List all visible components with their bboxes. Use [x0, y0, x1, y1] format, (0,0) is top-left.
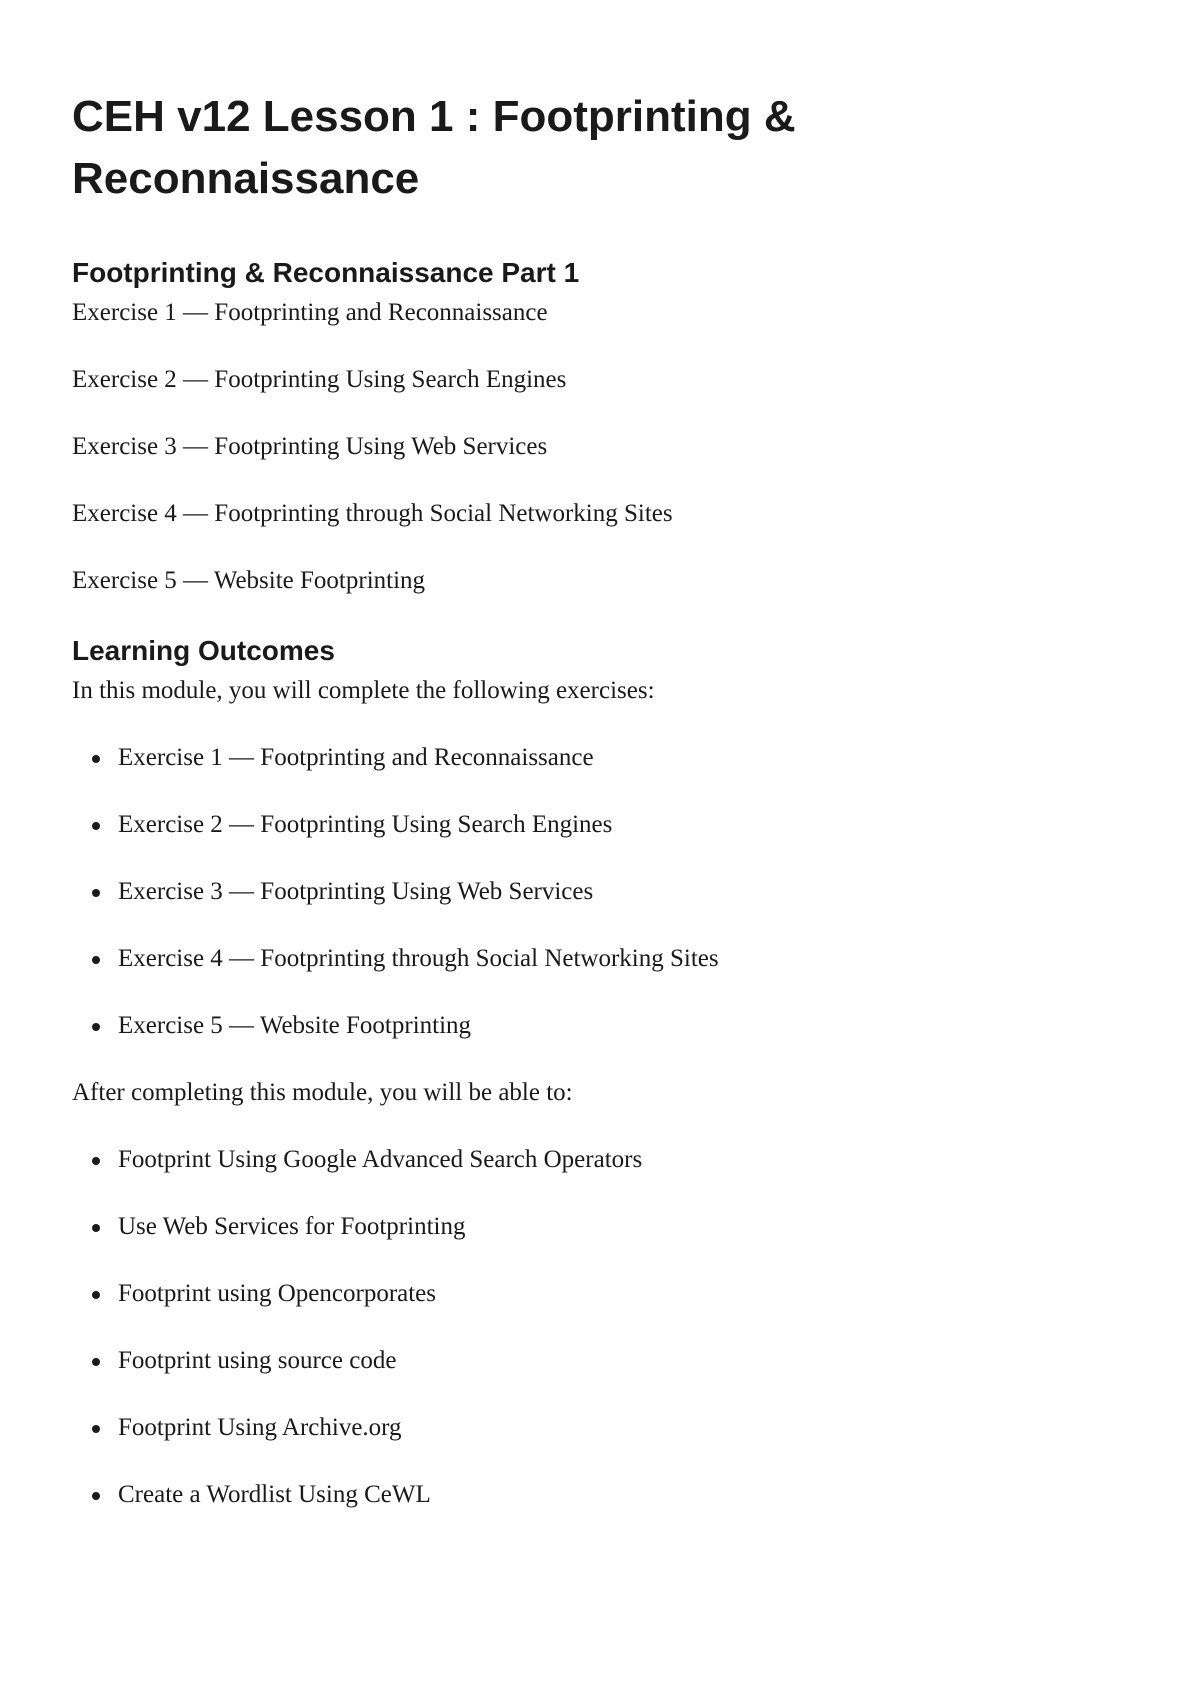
bullet-icon	[92, 956, 100, 964]
list-item-text: Create a Wordlist Using CeWL	[118, 1481, 431, 1508]
list-item	[72, 877, 1072, 907]
bullet-icon	[92, 1291, 100, 1299]
exercise-paragraph: Exercise 1 — Footprinting and Reconnaissance	[72, 299, 548, 326]
bullet-icon	[92, 822, 100, 830]
bullet-icon	[92, 1425, 100, 1433]
list-item-text: Footprint Using Google Advanced Search Operators	[118, 1146, 643, 1173]
list-item	[72, 1480, 1072, 1510]
bullet-icon	[92, 755, 100, 763]
list-item	[72, 944, 1072, 974]
bullet-icon	[92, 1023, 100, 1031]
bullet-icon	[92, 1492, 100, 1500]
list-item-text: Exercise 3 — Footprinting Using Web Services	[118, 878, 594, 905]
list-item-text: Use Web Services for Footprinting	[118, 1213, 466, 1240]
exercise-paragraph: Exercise 4 — Footprinting through Social Networking Sites	[72, 500, 673, 527]
list-item	[72, 1011, 1072, 1041]
list-item-text: Footprint using Opencorporates	[118, 1280, 437, 1307]
part1-exercise-list	[72, 298, 1072, 596]
outcomes-intro-text: In this module, you will complete the following exercises:	[72, 677, 655, 704]
section-heading-part1: Footprinting & Reconnaissance Part 1	[72, 257, 580, 288]
list-item	[72, 810, 1072, 840]
section-heading-learning-outcomes: Learning Outcomes	[72, 635, 335, 666]
outcomes-exercise-list	[72, 743, 1072, 1041]
bullet-icon	[92, 1224, 100, 1232]
exercise-paragraph: Exercise 2 — Footprinting Using Search Engines	[72, 366, 567, 393]
list-item	[72, 1212, 1072, 1242]
list-item	[72, 1279, 1072, 1309]
document-page	[72, 86, 1072, 1510]
bullet-icon	[92, 1157, 100, 1165]
skills-list	[72, 1145, 1072, 1510]
list-item-text: Exercise 5 — Website Footprinting	[118, 1012, 472, 1039]
exercise-paragraph: Exercise 5 — Website Footprinting	[72, 567, 426, 594]
list-item-text: Exercise 2 — Footprinting Using Search Engines	[118, 811, 613, 838]
exercise-paragraph: Exercise 3 — Footprinting Using Web Services	[72, 433, 548, 460]
bullet-icon	[92, 889, 100, 897]
list-item-text: Footprint using source code	[118, 1347, 397, 1374]
list-item-text: Exercise 4 — Footprinting through Social Networking Sites	[118, 945, 719, 972]
list-item	[72, 1413, 1072, 1443]
outcomes-after-text: After completing this module, you will be able to:	[72, 1079, 573, 1106]
list-item	[72, 743, 1072, 773]
list-item-text: Exercise 1 — Footprinting and Reconnaissance	[118, 744, 594, 771]
list-item	[72, 1145, 1072, 1175]
page-title: CEH v12 Lesson 1 : Footprinting & Reconnaissance	[72, 92, 796, 203]
list-item	[72, 1346, 1072, 1376]
list-item-text: Footprint Using Archive.org	[118, 1414, 402, 1441]
bullet-icon	[92, 1358, 100, 1366]
